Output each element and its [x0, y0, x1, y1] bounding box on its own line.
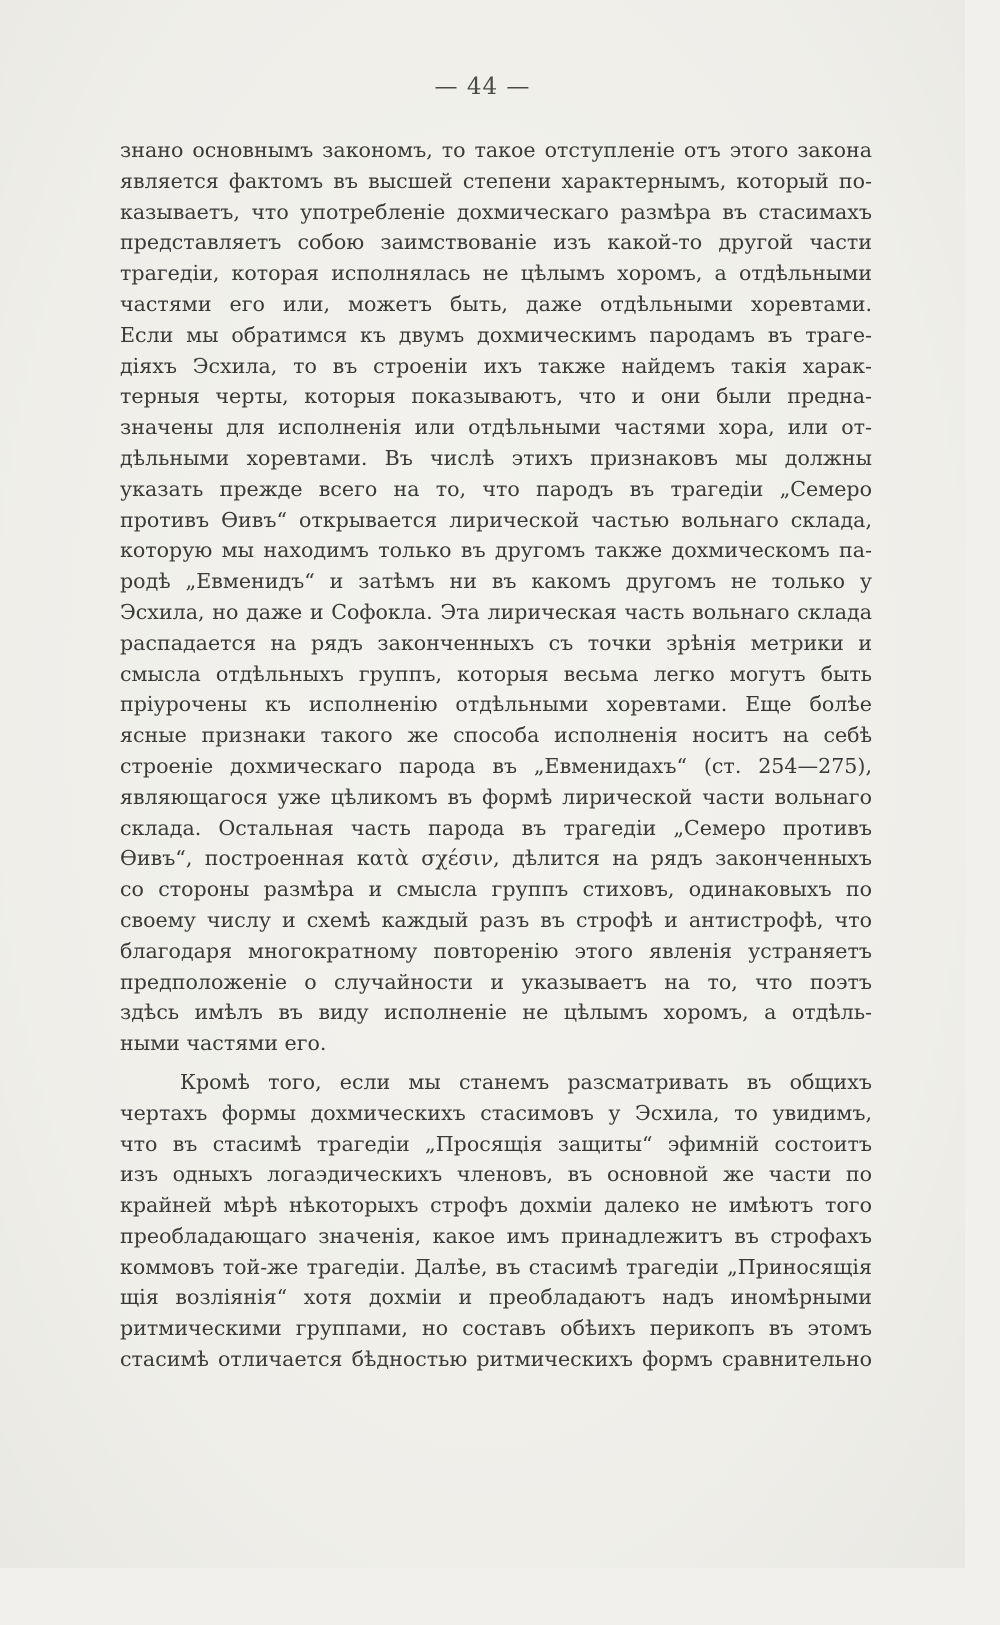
text-line: склада. Остальная часть парода въ трагедіи „Семеро противъ: [120, 815, 872, 840]
text-line: ясные признаки такого же способа исполненія носитъ на себѣ: [120, 723, 872, 748]
text-line: предположеніе о случайности и указываетъ на то, что поэтъ: [120, 969, 872, 994]
text-line: ритмическими группами, но составъ обѣихъ перикопъ въ этомъ: [120, 1316, 872, 1341]
paragraph-2: [120, 1067, 872, 1375]
text-line: Если мы обратимся къ двумъ дохмическимъ пародамъ въ траге-: [120, 322, 872, 347]
text-line: благодаря многократному повторенію этого явленія устраняетъ: [120, 938, 872, 963]
text-line: смысла отдѣльныхъ группъ, которыя весьма легко могутъ быть: [120, 661, 872, 686]
text-line: діяхъ Эсхила, то въ строеніи ихъ также найдемъ такія харак-: [120, 353, 872, 378]
text-line: Кромѣ того, если мы станемъ разсматривать въ общихъ: [180, 1069, 872, 1094]
text-line: частями его или, можетъ быть, даже отдѣльными хоревтами.: [120, 291, 872, 316]
page-number: — 44 —: [434, 74, 531, 100]
text-line: со стороны размѣра и смысла группъ стиховъ, одинаковыхъ по: [120, 877, 872, 902]
text-line: стасимѣ отличается бѣдностью ритмическихъ формъ сравнительно: [120, 1347, 872, 1372]
text-line: что въ стасимѣ трагедіи „Просящія защиты“ эфимній состоитъ: [120, 1131, 872, 1156]
text-line: щія возліянія“ хотя дохміи и преобладаютъ надъ иномѣрными: [120, 1285, 872, 1310]
text-line: являющагося уже цѣликомъ въ формѣ лирической части вольнаго: [120, 784, 872, 809]
text-line: Ѳивъ“, построенная κατὰ σχέσιν, дѣлится на рядъ законченныхъ: [120, 846, 872, 871]
text-line: здѣсь имѣлъ въ виду исполненіе не цѣлымъ хоромъ, а отдѣль-: [120, 1000, 872, 1025]
text-line: трагедіи, которая исполнялась не цѣлымъ хоромъ, а отдѣльными: [120, 261, 872, 286]
text-line: терныя черты, которыя показываютъ, что и они были предна-: [120, 384, 872, 409]
text-line: указать прежде всего на то, что пародъ въ трагедіи „Семеро: [120, 476, 872, 501]
text-line: коммовъ той-же трагедіи. Далѣе, въ стасимѣ трагедіи „Приносящія: [120, 1254, 872, 1279]
text-line: изъ одныхъ логаэдическихъ членовъ, въ основной же части по: [120, 1162, 872, 1187]
body-text: [120, 135, 872, 1375]
text-line: казываетъ, что употребленіе дохмическаго размѣра въ стасимахъ: [120, 199, 872, 224]
text-line: является фактомъ въ высшей степени характернымъ, который по-: [120, 168, 872, 193]
text-line: своему числу и схемѣ каждый разъ въ строфѣ и антистрофѣ, что: [120, 907, 872, 932]
text-line: чертахъ формы дохмическихъ стасимовъ у Эсхила, то увидимъ,: [120, 1100, 872, 1125]
text-line: крайней мѣрѣ нѣкоторыхъ строфъ дохміи далеко не имѣютъ того: [120, 1193, 872, 1218]
text-line: родѣ „Евменидъ“ и затѣмъ ни въ какомъ другомъ не только у: [120, 569, 872, 594]
text-line: ными частями его.: [120, 1031, 327, 1056]
text-line: распадается на рядъ законченныхъ съ точки зрѣнія метрики и: [120, 630, 872, 655]
text-line: строеніе дохмическаго парода въ „Евменидахъ“ (ст. 254—275),: [120, 753, 872, 778]
paragraph-spacer: [120, 1059, 872, 1067]
text-line: представляетъ собою заимствованіе изъ какой-то другой части: [120, 230, 872, 255]
paragraph-1: [120, 135, 872, 1059]
text-line: преобладающаго значенія, какое имъ принадлежитъ въ строфахъ: [120, 1223, 872, 1248]
text-line: противъ Ѳивъ“ открывается лирической частью вольнаго склада,: [120, 507, 872, 532]
text-line: пріурочены къ исполненію отдѣльными хоревтами. Еще болѣе: [120, 692, 872, 717]
text-line: дѣльными хоревтами. Въ числѣ этихъ признаковъ мы должны: [120, 445, 872, 470]
text-line: значены для исполненія или отдѣльными частями хора, или от-: [120, 415, 872, 440]
text-line: Эсхила, но даже и Софокла. Эта лирическая часть вольнаго склада: [120, 599, 872, 624]
text-line: которую мы находимъ только въ другомъ также дохмическомъ па-: [120, 538, 872, 563]
text-line: знано основнымъ закономъ, то такое отступленіе отъ этого закона: [120, 138, 872, 162]
